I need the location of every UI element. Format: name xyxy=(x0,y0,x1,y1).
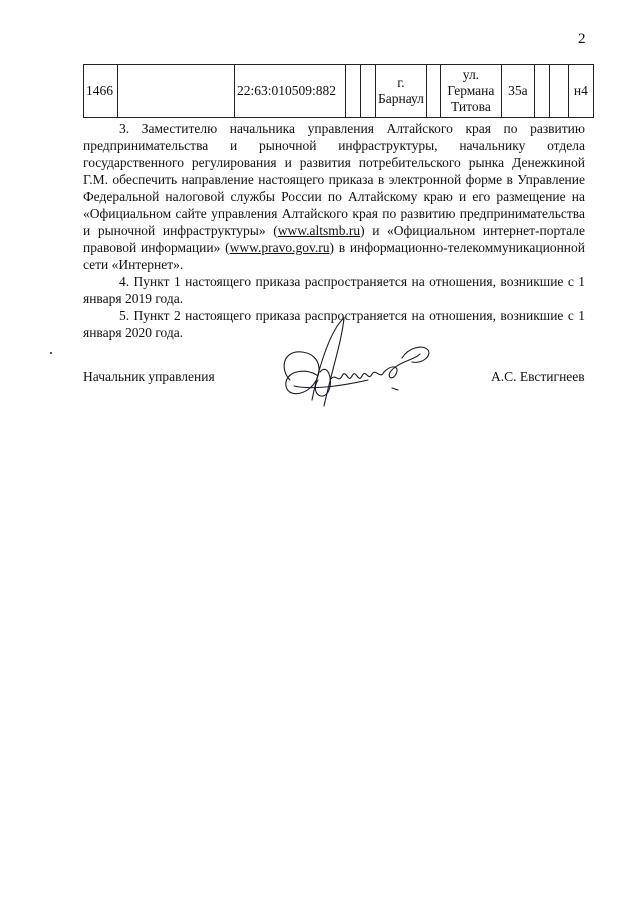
altsmb-link[interactable]: www.altsmb.ru xyxy=(277,223,361,238)
order-text xyxy=(83,120,585,341)
cell-street: ул. Германа Титова xyxy=(440,65,501,118)
cell-cadastral-number: 22:63:010509:882 xyxy=(235,65,346,118)
page-number: 2 xyxy=(578,31,586,47)
cell-room: н4 xyxy=(568,65,593,118)
cell-empty xyxy=(549,65,568,118)
cell-empty xyxy=(361,65,376,118)
paragraph-4: 4. Пункт 1 настоящего приказа распространяется на отношения, возникшие с 1 января 2019 года. xyxy=(83,274,585,306)
cell-empty xyxy=(426,65,440,118)
cell-empty xyxy=(534,65,549,118)
paragraph-5: 5. Пункт 2 настоящего приказа распространяется на отношения, возникшие с 1 января 2020 года. xyxy=(83,308,585,340)
cell-number: 1466 xyxy=(84,65,118,118)
paragraph-3-text: ) в информационно-телекоммуникационной сети «Интернет». xyxy=(83,240,585,272)
pravo-link[interactable]: www.pravo.gov.ru xyxy=(229,240,330,255)
table-row xyxy=(84,65,594,118)
signatory-name: А.С. Евстигнеев xyxy=(491,369,585,384)
cell-city: г. Барнаул xyxy=(376,65,427,118)
scan-mark xyxy=(50,352,52,354)
paragraph-3 xyxy=(83,120,585,273)
cell-house: 35а xyxy=(501,65,534,118)
signatory-title: Начальник управления xyxy=(83,369,215,384)
cell-empty xyxy=(118,65,235,118)
registry-table xyxy=(83,64,594,118)
paragraph-3-text: ) и «Официальном интернет-портале правовой информации» ( xyxy=(83,223,585,255)
paragraph-3-text: 3. Заместителю начальника управления Алтайского края по развитию предпринимательства и рыночной инфраструктуры, начальнику отдела государственного регулирования и развития потребительского рынка Денежкиной Г.М. обеспечить направление настоящего приказа в электронной форме в Управление Федеральной налоговой службы России по Алтайскому краю и его размещение на «Официальном сайте управления Алтайского края по развитию предпринимательства и рыночной инфраструктуры» ( xyxy=(83,121,585,238)
handwritten-signature xyxy=(272,310,442,420)
cell-empty xyxy=(346,65,361,118)
